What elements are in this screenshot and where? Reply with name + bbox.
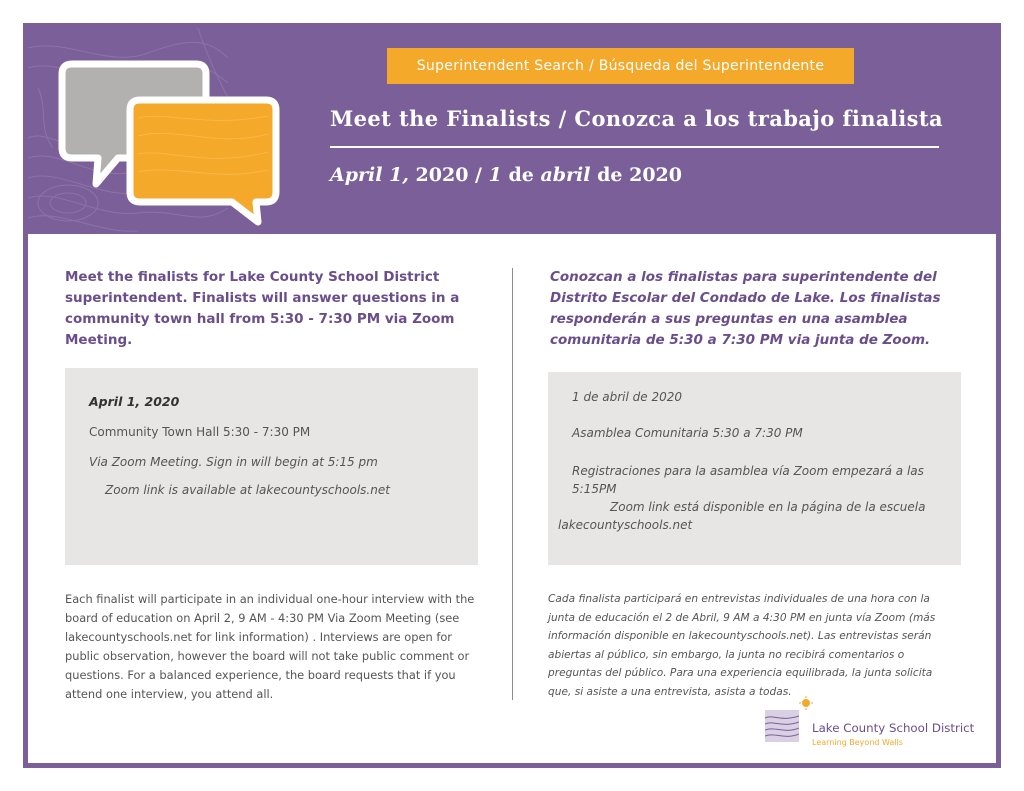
- details-signin: Via Zoom Meeting. Sign in will begin at 5:15 pm: [89, 455, 378, 469]
- column-divider: [512, 268, 513, 700]
- details-link[interactable]: Zoom link is available at lakecountyschools.net: [105, 483, 390, 497]
- interview-info-english: Each finalist will participate in an individual one-hour interview with the board of education on April 2, 9 AM - 4:30 PM Via Zoom Meeting (see lakecountyschools.net for link information) . Interviews are open for public observation, however the board will not take public comment or questions. For a balanced experience, the board requests that if you attend one interview, you attend all.: [65, 592, 475, 701]
- district-logo: [765, 696, 985, 756]
- title-rule: [330, 146, 939, 148]
- date-es-day: 1: [488, 164, 502, 186]
- detalles-enlace-b[interactable]: lakecountyschools.net: [558, 518, 693, 532]
- page-title: Meet the Finalists / Conozca a los trabajo finalista: [330, 106, 943, 131]
- search-tag: Superintendent Search / Búsqueda del Superintendente: [387, 48, 854, 84]
- district-name: Lake County School District: [812, 721, 975, 735]
- details-box-spanish: [548, 372, 961, 565]
- detalles-enlace-a: Zoom link está disponible en la página de la escuela: [610, 500, 926, 514]
- date-en-month-day: April 1,: [330, 164, 409, 186]
- event-date: [330, 164, 682, 186]
- date-es-de: de: [501, 164, 541, 186]
- detalles-registro: Registraciones para la asamblea vía Zoom empezará a las 5:15PM: [572, 464, 924, 496]
- detalles-enlace[interactable]: [558, 498, 951, 534]
- details-date: April 1, 2020: [89, 394, 180, 409]
- sun-icon: [799, 696, 813, 710]
- detalles-fecha: 1 de abril de 2020: [572, 390, 683, 404]
- intro-spanish: Conozcan a los finalistas para superintendente del Distrito Escolar del Condado de Lake. Los finalistas responderán a sus preguntas en una asamblea comunitaria de 5:30 a 7:30 PM via junta de Zoom.: [550, 269, 941, 348]
- details-box-english: [65, 368, 478, 565]
- date-separator: /: [468, 164, 489, 186]
- date-es-month: abril: [540, 164, 591, 186]
- date-en-year: 2020: [408, 164, 469, 186]
- intro-english: Meet the finalists for Lake County School District superintendent. Finalists will answer questions in a community town hall from 5:30 - 7:30 PM via Zoom Meeting.: [65, 269, 460, 348]
- detalles-evento: Asamblea Comunitaria 5:30 a 7:30 PM: [572, 426, 803, 440]
- district-logo-icon: [765, 710, 799, 742]
- district-tagline: Learning Beyond Walls: [812, 738, 903, 747]
- details-event: Community Town Hall 5:30 - 7:30 PM: [89, 425, 311, 439]
- speech-bubbles-icon: [56, 56, 296, 226]
- header-banner: [28, 28, 996, 234]
- interview-info-spanish: Cada finalista participará en entrevistas individuales de una hora con la junta de educación el 2 de Abril, 9 AM a 4:30 PM en junta vía Zoom (más información disponible en lakecountyschools.net). Las entrevistas serán abiertas al público, sin embargo, la junta no recibirá comentarios o preguntas del público. Para una experiencia equilibrada, la junta solicita que, si asiste a una entrevista, asista a todas.: [548, 593, 936, 698]
- flyer-frame: [23, 23, 1001, 768]
- date-es-rest: de 2020: [590, 164, 682, 186]
